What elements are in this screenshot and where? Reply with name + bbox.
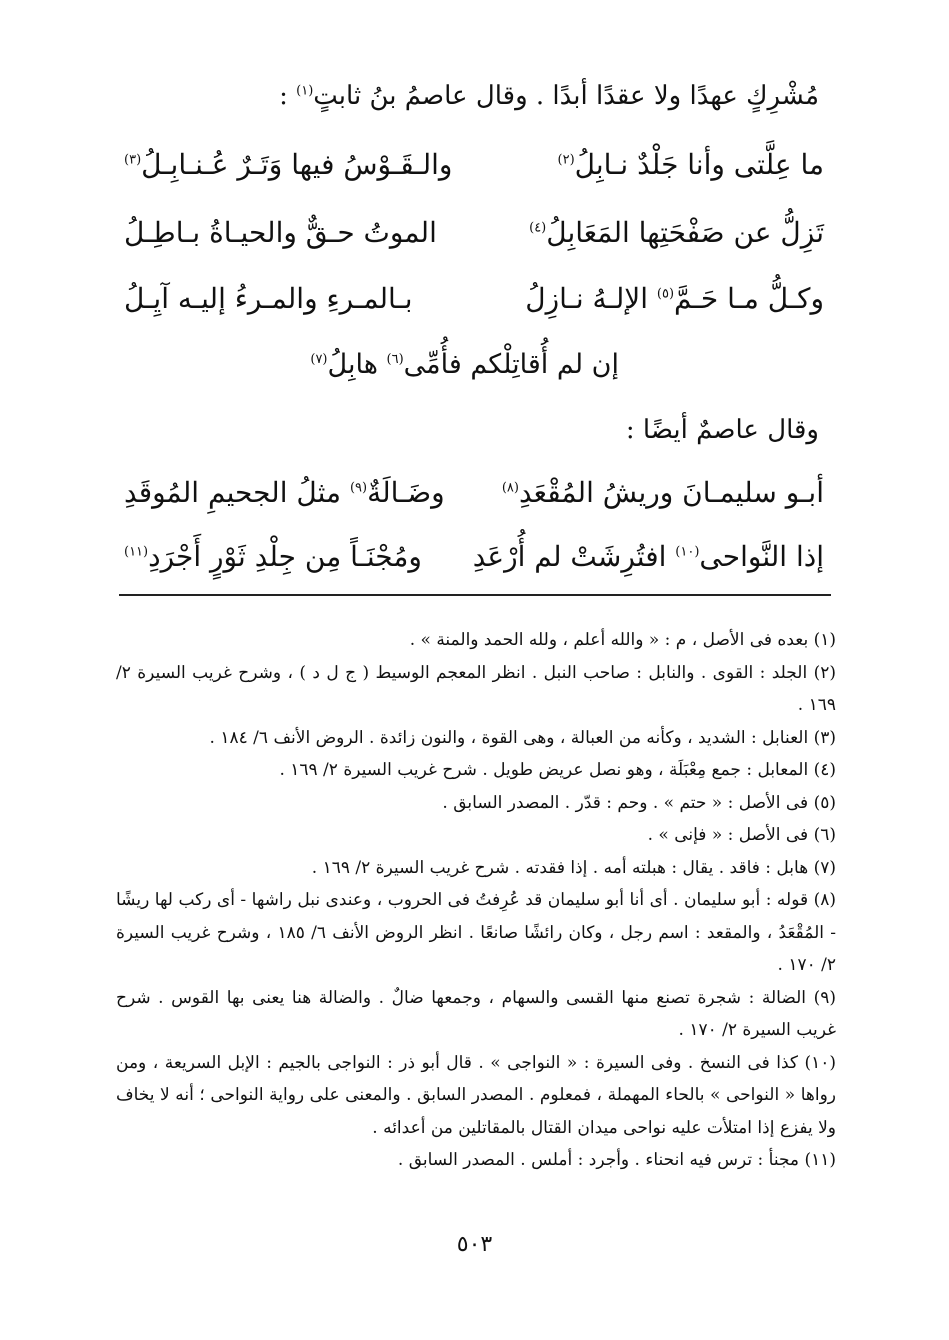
verse-5 xyxy=(124,468,824,518)
hemistich-first: تَزِلُّ عن صَفْحَتِها المَعَابِلُ$^{(٤)}$ xyxy=(529,216,824,249)
footnote-ref-1: (١) xyxy=(296,83,314,99)
footnote-ref-10: (١٠) xyxy=(675,544,700,560)
intro-line xyxy=(119,74,819,118)
footnote-4: (٤) المعابل : جمع مِعْبَلَة ، وهو نصل عريض طويل . شرح غريب السيرة ٢/ ١٦٩ . xyxy=(279,760,836,780)
footnote-ref-8: (٨) xyxy=(501,480,519,496)
hemistich-second: الموتُ حـقٌّ والحيـاةُ بـاطِـلُ xyxy=(124,216,437,249)
footnote-9: (٩) الضالة : شجرة تصنع منها القسى والسهام ، وجمعها ضالٌ . والضالة هنا يعنى بها القوس . شرح غريب السيرة ٢/ ١٧٠ . xyxy=(116,987,836,1040)
verse-1 xyxy=(124,140,824,190)
footnote-7: (٧) هابل : فاقد . يقال : هبلته أمه . إذا فقدته . شرح غريب السيرة ٢/ ١٦٩ . xyxy=(311,857,836,878)
footnote-ref-6: (٦) xyxy=(386,352,404,367)
footnote-divider xyxy=(119,594,831,596)
intro-text: مُشْرِكٍ عهدًا ولا عقدًا أبدًا . وقال عاصمُ بنُ ثابتٍ xyxy=(313,81,819,111)
intro-tail: : xyxy=(279,81,297,111)
hemistich-second: بـالمـرءِ والمـرءُ إليـه آيِـلُ xyxy=(124,282,413,315)
footnote-ref-9: (٩) xyxy=(349,480,368,496)
footnote-11: (١١) مجنأ : ترس فيه انحناء . وأجرد : أملس . المصدر السابق . xyxy=(397,1150,836,1170)
verse-3 xyxy=(124,274,824,324)
footnote-ref-11: (١١) xyxy=(124,544,149,560)
hemistich-first: أبـو سليمـانَ وريشُ المُقْعَدِ$^{(٨)}$ xyxy=(501,476,824,509)
verse-6 xyxy=(124,532,824,582)
hemistich-first: وكـلُّ مـا حَـمَّ$^{(٥)}$ الإلـهُ نـازِلُ xyxy=(525,282,824,315)
footnote-ref-3: (٣) xyxy=(124,152,142,168)
footnote-2: (٢) الجلد : القوى . والنابل : صاحب النبل . انظر المعجم الوسيط ( ج ل د ) ، وشرح غريب السيرة ٢/ ١٦٩ . xyxy=(116,662,836,715)
footnotes xyxy=(116,624,836,1177)
hemistich-first: ما عِلَّتى وأنا جَلْدٌ نـابِلُ$^{(٢)}$ xyxy=(557,148,824,181)
verse-4-single: إن لم أُقاتِلْكم فأُمِّى$^{(٦)}$ هابِلُ$^{(٧)}$ xyxy=(310,349,619,380)
footnote-ref-7: (٧) xyxy=(310,352,328,367)
hemistich-second: وضَـالَةٌ$^{(٩)}$ مثلُ الجحيمِ المُوقَدِ xyxy=(124,476,445,509)
footnote-3: (٣) العنابل : الشديد ، وكأنه من العبالة ، وهى القوة ، والنون زائدة . الروض الأنف ٦/ ١٨٤ . xyxy=(209,727,836,748)
section-heading: وقال عاصمٌ أيضًا : xyxy=(625,415,819,445)
footnote-6: (٦) فى الأصل : « فإنى » . xyxy=(647,825,836,845)
footnote-8: (٨) قوله : أبو سليمان . أى أنا أبو سليمان قد عُرِفتُ فى الحروب ، وعندى نبل راشها - أى ركب لها ريشًا - المُقْعَدُ ، والمقعد : اسم رجل ، وكان رائشًا صانعًا . انظر الروض الأنف ٦/ ١٨٥ ، وشرح غريب السيرة ٢/ ١٧٠ . xyxy=(116,890,836,975)
hemistich-second: والـقَـوْسُ فيها وَتَـرٌ عُـنـابِـلُ$^{(٣)}$ xyxy=(124,148,453,181)
verse-2 xyxy=(124,208,824,258)
footnote-ref-2: (٢) xyxy=(557,152,575,168)
footnote-10: (١٠) كذا فى النسخ . وفى السيرة : « النواجى » . قال أبو ذر : النواجى بالجيم : الإبل السريعة ، ومن رواها « النواحى » بالحاء المهملة ، فمعلوم . المصدر السابق . والمعنى على رواية النواحى ؛ أنه لا يخاف ولا يفزع إذا امتلأت عليه نواحى ميدان القتال بالمقاتلين من أعدائه . xyxy=(116,1052,836,1138)
hemistich-first: إذا النَّواحى$^{(١٠)}$ افتُرِشَتْ لم أُرْعَدِ xyxy=(472,540,824,573)
footnote-1: (١) بعده فى الأصل ، م : « والله أعلم ، ولله الحمد والمنة » . xyxy=(409,630,836,650)
footnote-5: (٥) فى الأصل : « حتم » . وحم : قدّر . المصدر السابق . xyxy=(442,792,836,813)
page-number: ٥٠٣ xyxy=(456,1232,493,1257)
footnote-ref-5: (٥) xyxy=(656,286,675,302)
hemistich-second: ومُجْنَـاً مِن جِلْدِ ثَوْرٍ أَجْرَدِ$^{(١١)}$ xyxy=(124,540,422,573)
footnote-ref-4: (٤) xyxy=(529,220,547,236)
